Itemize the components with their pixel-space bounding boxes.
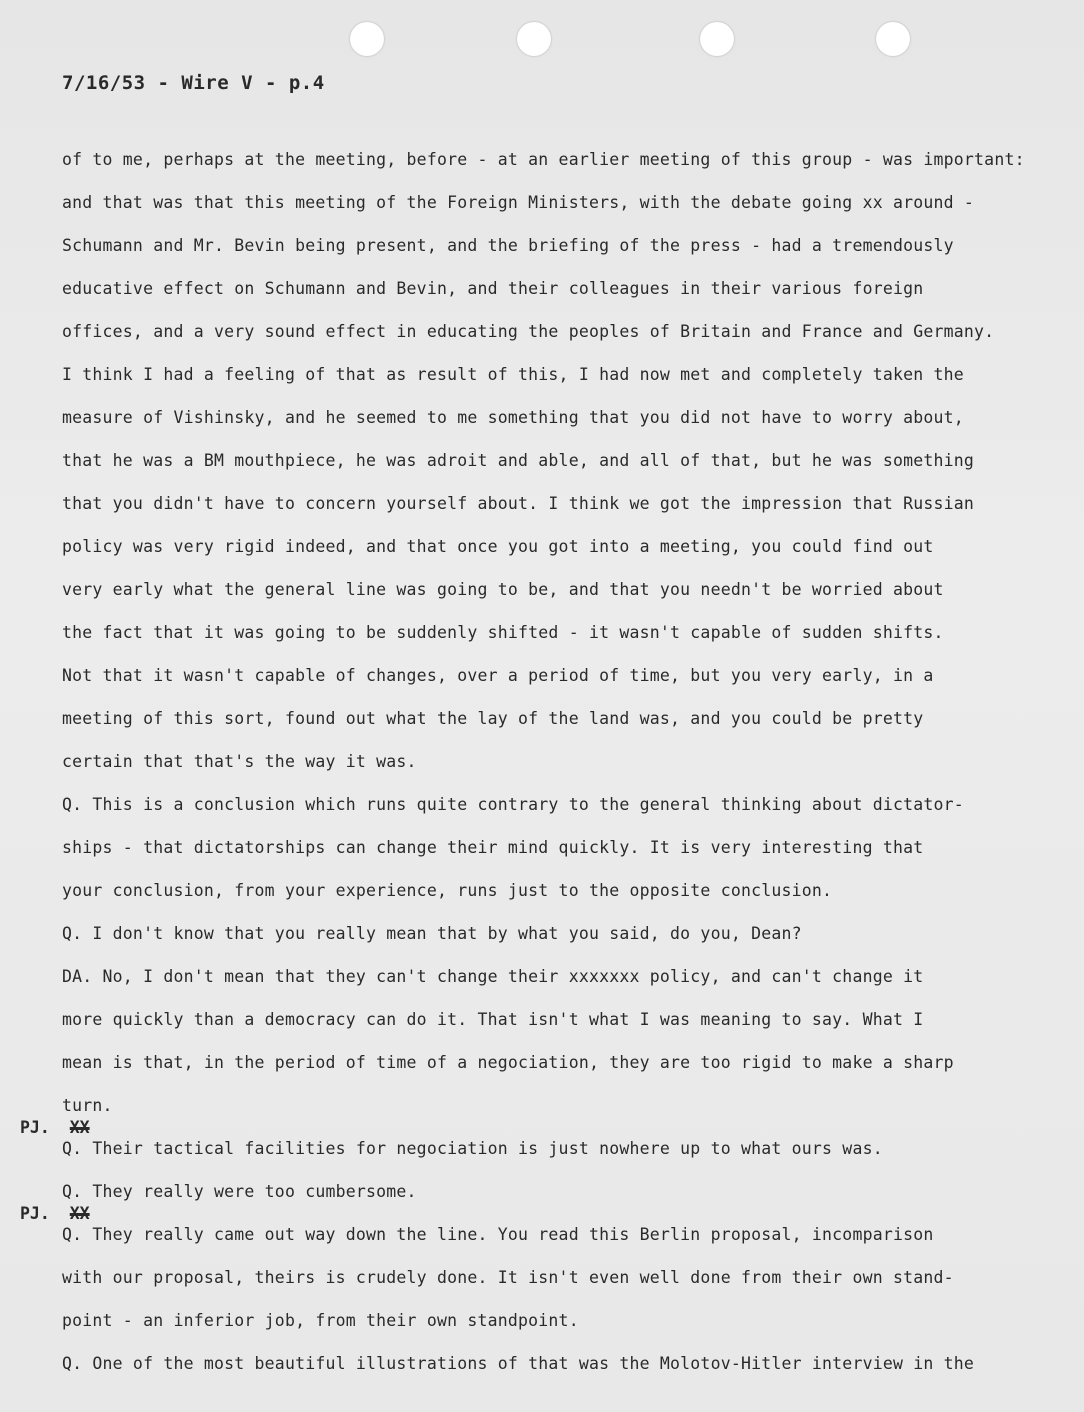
text-line: Not that it wasn't capable of changes, over a period of time, but you very early, in a: [62, 666, 934, 685]
text-line: educative effect on Schumann and Bevin, and their colleagues in their various foreign: [62, 279, 924, 298]
text-line: of to me, perhaps at the meeting, before - at an earlier meeting of this group - was important:: [62, 150, 1025, 169]
text-line: I think I had a feeling of that as result of this, I had now met and completely taken the: [62, 365, 964, 384]
text-line: Q. Their tactical facilities for negociation is just nowhere up to what ours was.: [62, 1139, 883, 1158]
punch-hole-2: [517, 22, 551, 56]
text-line: Q. This is a conclusion which runs quite contrary to the general thinking about dictator-: [62, 795, 964, 814]
punch-hole-1: [350, 22, 384, 56]
page-header: 7/16/53 - Wire V - p.4: [62, 72, 325, 94]
text-line: your conclusion, from your experience, runs just to the opposite conclusion.: [62, 881, 833, 900]
text-line: certain that that's the way it was.: [62, 752, 417, 771]
text-line: mean is that, in the period of time of a negociation, they are too rigid to make a sharp: [62, 1053, 954, 1072]
text-line: with our proposal, theirs is crudely done. It isn't even well done from their own stand-: [62, 1268, 954, 1287]
speaker-label: PJ.: [20, 1118, 50, 1137]
text-line: and that was that this meeting of the Foreign Ministers, with the debate going xx around -: [62, 193, 975, 212]
text-line: offices, and a very sound effect in educating the peoples of Britain and France and Germany.: [62, 322, 995, 341]
text-line: Q. They really came out way down the line. You read this Berlin proposal, incomparison: [62, 1225, 934, 1244]
speaker-label: PJ.: [20, 1204, 50, 1223]
punch-hole-4: [876, 22, 910, 56]
text-line: the fact that it was going to be suddenly shifted - it wasn't capable of sudden shifts.: [62, 623, 944, 642]
text-line: Q. They really were too cumbersome.: [62, 1182, 417, 1201]
text-line: turn.: [62, 1096, 113, 1115]
text-line: Q. One of the most beautiful illustrations of that was the Molotov-Hitler interview in the: [62, 1354, 975, 1373]
text-line: ships - that dictatorships can change their mind quickly. It is very interesting that: [62, 838, 924, 857]
transcript-body: [62, 138, 1052, 1385]
text-line: Q. I don't know that you really mean that by what you said, do you, Dean?: [62, 924, 802, 943]
text-line: Schumann and Mr. Bevin being present, and the briefing of the press - had a tremendously: [62, 236, 954, 255]
text-line: that he was a BM mouthpiece, he was adroit and able, and all of that, but he was something: [62, 451, 975, 470]
text-line: that you didn't have to concern yourself about. I think we got the impression that Russian: [62, 494, 975, 513]
text-line: policy was very rigid indeed, and that once you got into a meeting, you could find out: [62, 537, 934, 556]
text-line: more quickly than a democracy can do it. That isn't what I was meaning to say. What I: [62, 1010, 924, 1029]
text-line: point - an inferior job, from their own standpoint.: [62, 1311, 579, 1330]
text-line: meeting of this sort, found out what the lay of the land was, and you could be pretty: [62, 709, 924, 728]
struck-mark: XX: [69, 1118, 90, 1137]
text-line: DA. No, I don't mean that they can't change their xxxxxxx policy, and can't change it: [62, 967, 924, 986]
text-line: measure of Vishinsky, and he seemed to me something that you did not have to worry about,: [62, 408, 964, 427]
punch-hole-3: [700, 22, 734, 56]
struck-mark: XX: [69, 1204, 90, 1223]
text-line: very early what the general line was going to be, and that you needn't be worried about: [62, 580, 944, 599]
